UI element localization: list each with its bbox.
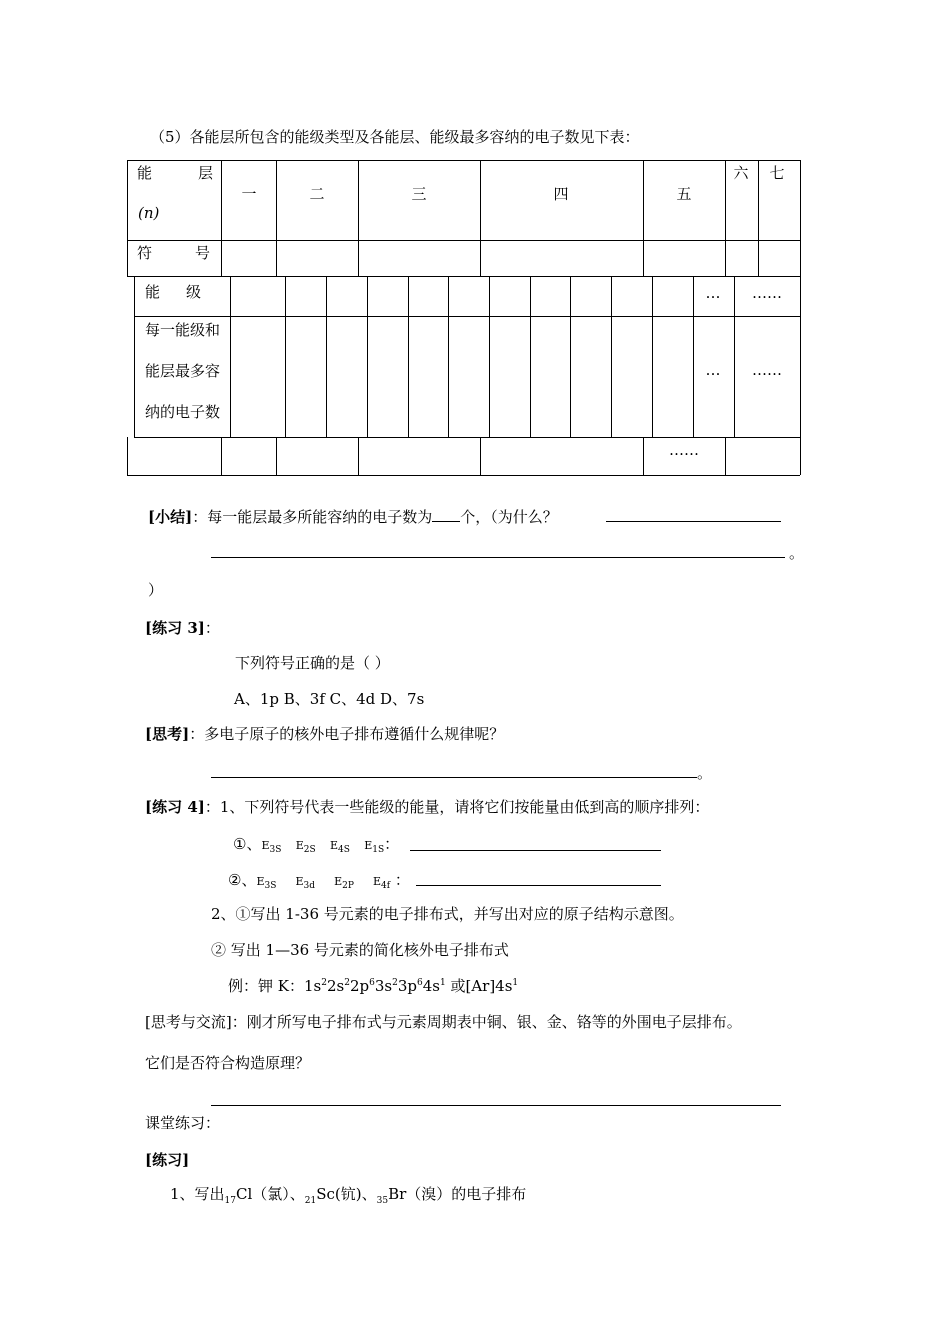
level-label-2: 级 [186,283,202,301]
row1-prefix: ①、 [233,835,262,853]
classroom-title: 课堂练习： [145,1114,221,1132]
exercise4-example: 例：钾 K：$1s^22s^22p^63s^23p^64s^1$ 或$[Ar]4s^1$ [228,977,519,995]
summary-end-mark: 。 [789,544,805,562]
exercise4-q2: 2、①写出 1-36 号元素的电子排布式，并写出对应的原子结构示意图。 [211,905,684,923]
layer-5: 五 [676,185,692,203]
row2-e3: $E_{2P}$ [334,875,354,892]
example-suffix: 或[Ar]4s [445,977,513,995]
think-answer-blank[interactable] [211,777,697,778]
max-label-line-1: 每一能级和 [145,321,221,339]
row1-e3: $E_{4S}$ [329,839,350,856]
row2-e1: $E_{3S}$ [256,875,277,892]
classroom-item-1: 1、写出$_{17}$Cl（氯）、$_{21}$Sc(钪)、$_{35}$Br（溴）的电子排布 [170,1185,527,1206]
layer-label-2: 层 [198,164,214,182]
row2-e4: $E_{4f}$ [372,875,391,892]
think-text: ：多电子原子的核外电子排布遵循什么规律呢？ [189,725,505,743]
level-label-1: 能 [145,283,161,301]
symbol-label-2: 号 [195,244,211,262]
layer-7: 七 [769,164,785,182]
layer-1: 一 [241,185,257,203]
row1-colon: ： [384,835,400,853]
exercise4-row1 [233,835,400,856]
row2-prefix: ②、 [228,871,257,889]
intro-text: （5）各能层所包含的能级类型及各能层、能级最多容纳的电子数见下表： [150,128,640,146]
exercise4-q2b: ② 写出 1—36 号元素的简化核外电子排布式 [211,941,509,959]
summary-close-paren: ） [148,581,164,599]
exercise3-heading [145,621,220,636]
max-label-line-2: 能层最多容 [145,362,221,380]
exercise3-options: A、1p B、3f C、4d D、7s [234,690,425,708]
ellipsis-max-6: … [705,361,721,379]
row2-e2: $E_{3d}$ [295,875,315,892]
summary-unit: 个，（为什么？ [460,508,558,526]
symbol-label-1: 符 [137,244,153,262]
ellipsis-bottom: …… [669,441,699,459]
discussion-line-1: [思考与交流]：刚才所写电子排布式与元素周期表中铜、银、金、铬等的外围电子层排布。 [145,1013,742,1031]
summary-label: [小结] [148,508,193,526]
layer-4: 四 [553,185,569,203]
ellipsis-max-7: …… [752,361,782,379]
exercise4-heading [145,800,709,815]
think-end-mark: 。 [697,764,713,782]
layer-3: 三 [411,185,427,203]
layer-6: 六 [733,164,749,182]
think-line [145,727,504,742]
exercise3-question: 下列符号正确的是（ ） [235,654,390,672]
exercise4-text: ：1、下列符号代表一些能级的能量，请将它们按能量由低到高的顺序排列： [204,798,710,816]
discussion-answer-blank[interactable] [211,1105,781,1106]
exercise3-colon: ： [204,619,220,637]
example-prefix: 例：钾 K： [228,977,304,995]
summary-line [148,509,558,525]
exercise3-label: [练习 3] [145,619,205,637]
think-label: [思考] [145,725,190,743]
layer-label-n: (n) [138,204,160,222]
row1-e1: $E_{3S}$ [261,839,282,856]
summary-blank-why-1[interactable] [606,521,781,522]
max-label-line-3: 纳的电子数 [145,403,221,421]
summary-blank-count[interactable] [432,509,460,522]
row1-answer-blank[interactable] [410,850,661,851]
layer-2: 二 [309,185,325,203]
classroom-label: [练习] [145,1151,190,1169]
row2-colon: ： [394,871,410,889]
discussion-line-2: 它们是否符合构造原理？ [145,1054,311,1072]
ellipsis-level-6: … [705,284,721,302]
summary-blank-why-2[interactable] [211,557,785,558]
row1-e4: $E_{1S}$ [364,839,385,856]
layer-label-1: 能 [137,164,153,182]
exercise4-row2 [228,871,410,892]
summary-text: ：每一能层最多所能容纳的电子数为 [192,508,433,526]
ellipsis-level-7: …… [752,284,782,302]
row1-e2: $E_{2S}$ [295,839,316,856]
example-config: $1s^22s^22p^63s^23p^64s^1$ [303,977,446,995]
row2-answer-blank[interactable] [416,885,661,886]
exercise4-label: [练习 4] [145,798,205,816]
